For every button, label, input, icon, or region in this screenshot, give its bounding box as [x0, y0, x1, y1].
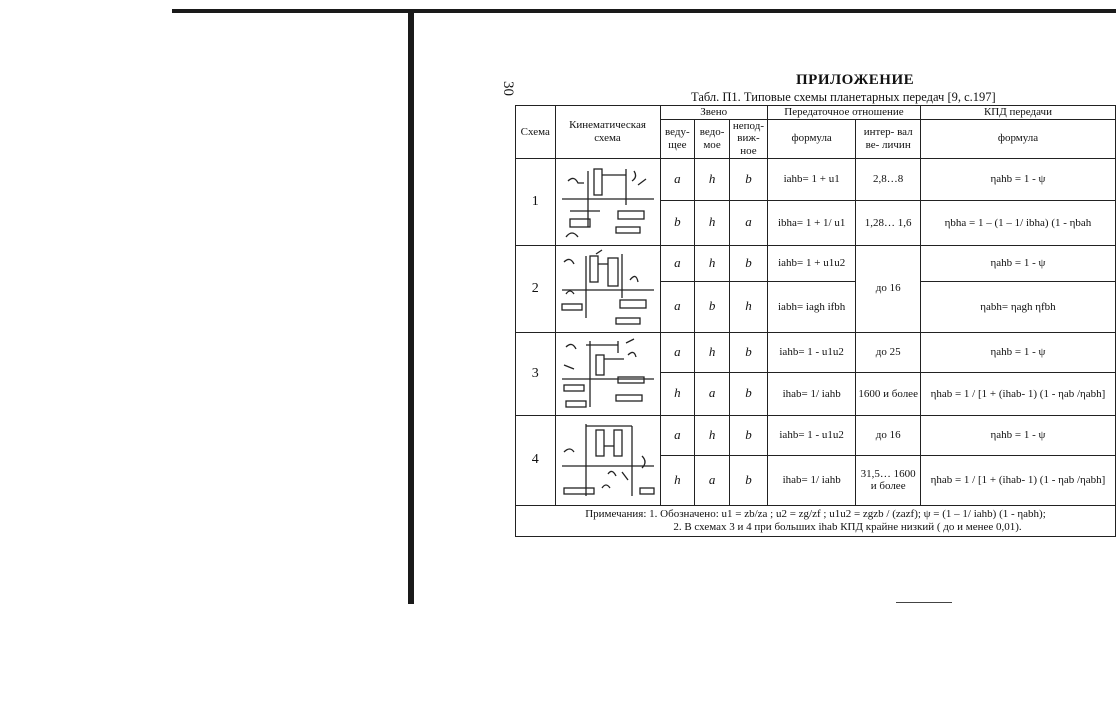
efficiency-formula: ηahb = 1 - ψ [920, 415, 1115, 455]
scheme-number: 2 [516, 245, 556, 332]
ratio-interval: 1600 и более [856, 373, 921, 416]
ratio-formula: ihab= 1/ iahb [767, 455, 855, 505]
ratio-formula: iahb= 1 + u1 [767, 158, 855, 200]
appendix-heading: ПРИЛОЖЕНИЕ [796, 72, 915, 88]
table-caption: Табл. П1. Типовые схемы планетарных передач [9, с.197] [691, 90, 996, 104]
kinematic-diagram-2 [555, 245, 660, 332]
leading-cell: a [660, 282, 695, 333]
efficiency-formula: ηhab = 1 / [1 + (ihab- 1) (1 - ηab /ηabh] [920, 373, 1115, 416]
page-number: 30 [500, 81, 516, 96]
scan-mark [896, 602, 952, 603]
efficiency-formula: ηahb = 1 - ψ [920, 245, 1115, 281]
driven-cell: h [695, 158, 730, 200]
fixed-cell: b [729, 332, 767, 372]
ratio-formula: ihab= 1/ iahb [767, 373, 855, 416]
fixed-cell: b [729, 158, 767, 200]
scheme-number: 1 [516, 158, 556, 245]
driven-cell: h [695, 201, 730, 246]
scheme-number: 3 [516, 332, 556, 415]
efficiency-formula: ηbha = 1 – (1 – 1/ ibha) (1 - ηbah [920, 201, 1115, 246]
note-line-2: 2. В схемах 3 и 4 при больших ihab КПД крайне низкий ( до и менее 0,01). [673, 520, 1022, 533]
ratio-formula: ibha= 1 + 1/ u1 [767, 201, 855, 246]
leading-cell: h [660, 455, 695, 505]
scan-edge-top [172, 9, 1116, 13]
fixed-cell: b [729, 245, 767, 281]
efficiency-formula: ηabh= ηagh ηfbh [920, 282, 1115, 333]
ratio-interval: до 16 [856, 415, 921, 455]
driven-cell: h [695, 245, 730, 281]
kinematic-diagram-3 [555, 332, 660, 415]
col-group-link: Звено [660, 106, 767, 120]
table-notes [516, 505, 1116, 536]
ratio-formula: iahb= 1 + u1u2 [767, 245, 855, 281]
fixed-cell: a [729, 201, 767, 246]
driven-cell: a [695, 455, 730, 505]
ratio-formula: iahb= 1 - u1u2 [767, 332, 855, 372]
fixed-cell: h [729, 282, 767, 333]
kinematic-diagram-4 [555, 415, 660, 505]
col-leading: веду- щее [660, 119, 695, 158]
col-scheme: Схема [516, 106, 556, 159]
ratio-interval: 1,28… 1,6 [856, 201, 921, 246]
planetary-gear-table [515, 105, 1116, 537]
leading-cell: a [660, 332, 695, 372]
book-spine [408, 10, 414, 604]
col-interval: интер- вал ве- личин [856, 119, 921, 158]
fixed-cell: b [729, 415, 767, 455]
driven-cell: h [695, 332, 730, 372]
fixed-cell: b [729, 373, 767, 416]
note-line-1: Примечания: 1. Обозначено: u1 = zb/za ; u2 = zg/zf ; u1u2 = zgzb / (zazf); ψ = (1 – 1/ iahb) (1 - ηabh); [585, 508, 1046, 520]
ratio-formula: iahb= 1 - u1u2 [767, 415, 855, 455]
col-kinematic: Кинематическая схема [555, 106, 660, 159]
col-driven: ведо- мое [695, 119, 730, 158]
col-fixed: непод- виж- ное [729, 119, 767, 158]
col-ratio-formula: формула [767, 119, 855, 158]
driven-cell: b [695, 282, 730, 333]
col-group-efficiency: КПД передачи [920, 106, 1115, 120]
leading-cell: a [660, 415, 695, 455]
leading-cell: b [660, 201, 695, 246]
ratio-formula: iabh= iagh ifbh [767, 282, 855, 333]
ratio-interval: до 16 [856, 245, 921, 332]
ratio-interval: 31,5… 1600 и более [856, 455, 921, 505]
efficiency-formula: ηhab = 1 / [1 + (ihab- 1) (1 - ηab /ηabh] [920, 455, 1115, 505]
scheme-number: 4 [516, 415, 556, 505]
leading-cell: a [660, 158, 695, 200]
fixed-cell: b [729, 455, 767, 505]
kinematic-diagram-1 [555, 158, 660, 245]
driven-cell: h [695, 415, 730, 455]
driven-cell: a [695, 373, 730, 416]
leading-cell: a [660, 245, 695, 281]
efficiency-formula: ηahb = 1 - ψ [920, 158, 1115, 200]
col-efficiency-formula: формула [920, 119, 1115, 158]
leading-cell: h [660, 373, 695, 416]
efficiency-formula: ηahb = 1 - ψ [920, 332, 1115, 372]
ratio-interval: 2,8…8 [856, 158, 921, 200]
ratio-interval: до 25 [856, 332, 921, 372]
col-group-ratio: Передаточное отношение [767, 106, 920, 120]
